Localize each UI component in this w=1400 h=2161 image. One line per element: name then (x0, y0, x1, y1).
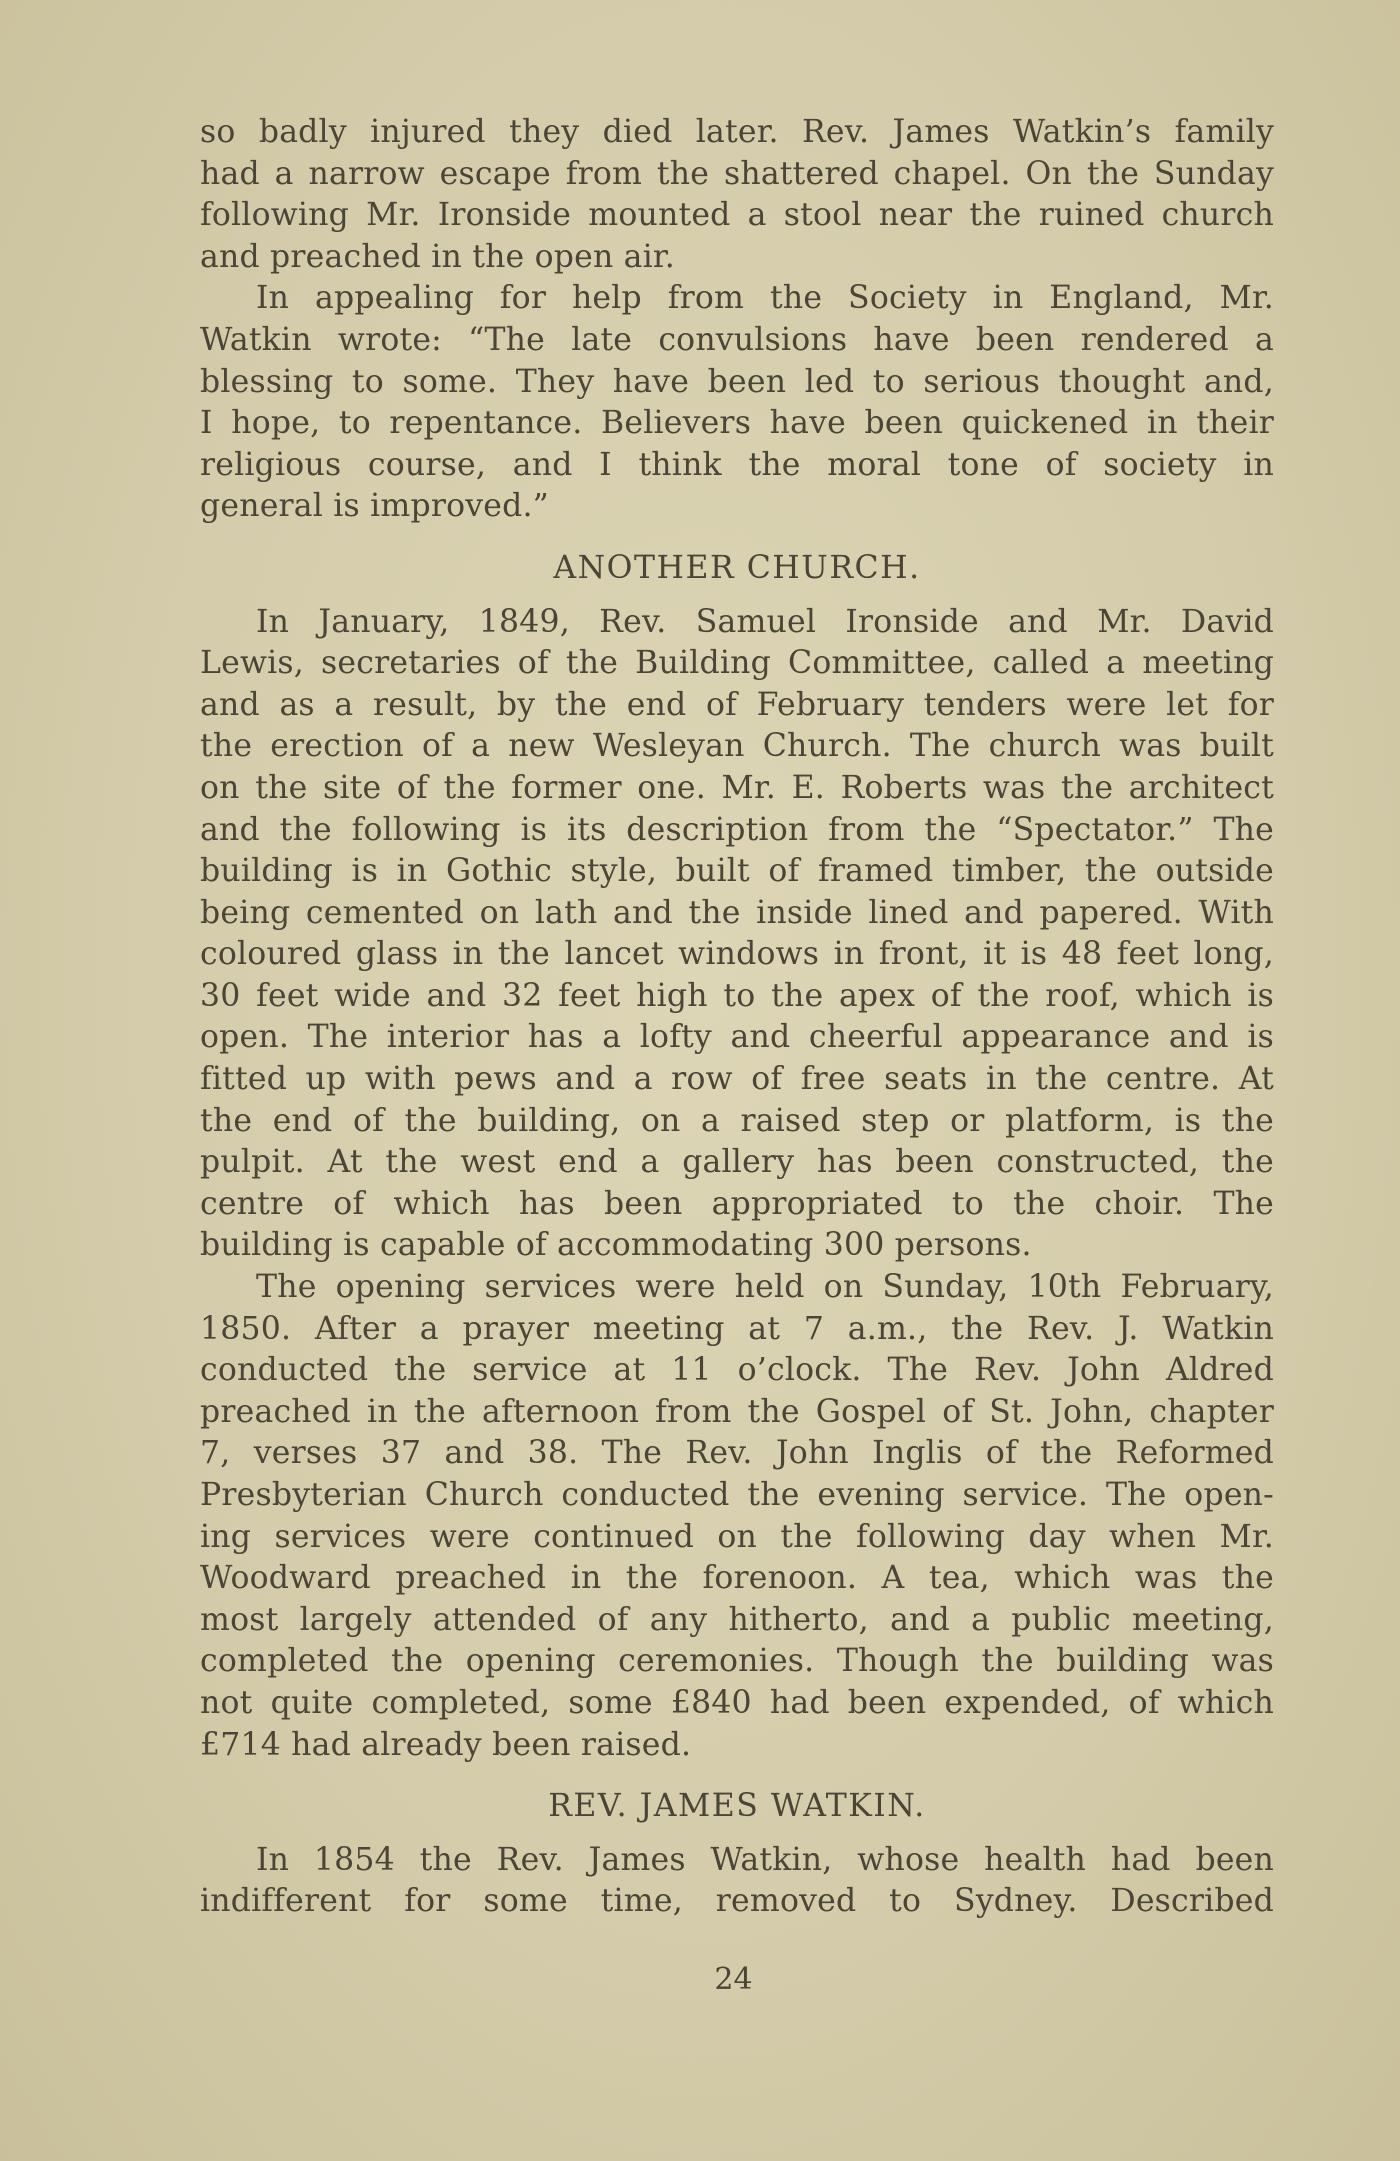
text-line: I hope, to repentance. Believers have been quickened in their (200, 405, 1274, 442)
text-line: centre of which has been appropriated to the choir. The (200, 1185, 1274, 1222)
text-line: coloured glass in the lancet windows in front, it is 48 feet long, (200, 936, 1274, 973)
section-heading-another-church: ANOTHER CHURCH. (553, 549, 921, 586)
text-line: Lewis, secretaries of the Building Committee, called a meeting (200, 645, 1274, 682)
text-line: In 1854 the Rev. James Watkin, whose health had been (256, 1841, 1274, 1878)
page-number: 24 (714, 1962, 753, 1997)
paragraph-3 (200, 602, 1274, 1268)
text-line: blessing to some. They have been led to serious thought and, (200, 363, 1274, 400)
text-line: being cemented on lath and the inside lined and papered. With (200, 894, 1274, 931)
text-line: Woodward preached in the forenoon. A tea, which was the (200, 1560, 1274, 1597)
paragraph-4 (200, 1267, 1274, 1766)
text-line: The opening services were held on Sunday, 10th February, (256, 1269, 1274, 1306)
text-line: In appealing for help from the Society in England, Mr. (256, 280, 1274, 317)
text-line: In January, 1849, Rev. Samuel Ironside and Mr. David (256, 603, 1274, 640)
text-line: 7, verses 37 and 38. The Rev. John Inglis of the Reformed (200, 1435, 1274, 1472)
text-line: fitted up with pews and a row of free seats in the centre. At (200, 1061, 1274, 1098)
text-line: following Mr. Ironside mounted a stool near the ruined church (200, 197, 1274, 234)
text-line: and as a result, by the end of February tenders were let for (200, 686, 1274, 723)
text-line: 30 feet wide and 32 feet high to the apex of the roof, which is (200, 977, 1274, 1014)
section-heading-rev-james-watkin: REV. JAMES WATKIN. (548, 1788, 926, 1825)
text-line: 1850. After a prayer meeting at 7 a.m., the Rev. J. Watkin (200, 1310, 1274, 1347)
text-line: building is in Gothic style, built of framed timber, the outside (200, 853, 1274, 890)
text-line: so badly injured they died later. Rev. James Watkin’s family (200, 114, 1274, 150)
text-line: and the following is its description from the “Spectator.” The (200, 811, 1274, 848)
text-line: pulpit. At the west end a gallery has been constructed, the (200, 1144, 1274, 1181)
text-line: completed the opening ceremonies. Though the building was (200, 1643, 1274, 1680)
text-line: £714 had already been raised. (200, 1726, 692, 1763)
text-line: indifferent for some time, removed to Sydney. Described (200, 1883, 1274, 1920)
text-line: and preached in the open air. (200, 238, 675, 275)
paragraph-5 (200, 1840, 1274, 1923)
text-line: preached in the afternoon from the Gospel of St. John, chapter (200, 1393, 1274, 1430)
text-line: religious course, and I think the moral tone of society in (200, 446, 1274, 483)
text-line: general is improved.” (200, 488, 549, 525)
text-line: the end of the building, on a raised step or platform, is the (200, 1102, 1274, 1139)
text-line: open. The interior has a lofty and cheerful appearance and is (200, 1019, 1274, 1056)
paragraph-1 (200, 112, 1274, 278)
text-line: not quite completed, some £840 had been expended, of which (200, 1684, 1274, 1721)
text-line: on the site of the former one. Mr. E. Roberts was the architect (200, 769, 1274, 806)
text-line: most largely attended of any hitherto, and a public meeting, (200, 1601, 1274, 1638)
text-line: the erection of a new Wesleyan Church. The church was built (200, 728, 1274, 765)
text-line: conducted the service at 11 o’clock. The Rev. John Aldred (200, 1352, 1274, 1389)
page-body (200, 112, 1274, 1923)
text-line: ing services were continued on the following day when Mr. (200, 1518, 1274, 1555)
text-line: had a narrow escape from the shattered chapel. On the Sunday (200, 155, 1274, 192)
text-line: building is capable of accommodating 300 persons. (200, 1227, 1032, 1264)
paragraph-2 (200, 278, 1274, 528)
text-line: Watkin wrote: “The late convulsions have been rendered a (200, 321, 1274, 358)
text-line: Presbyterian Church conducted the evening service. The open- (200, 1477, 1274, 1513)
